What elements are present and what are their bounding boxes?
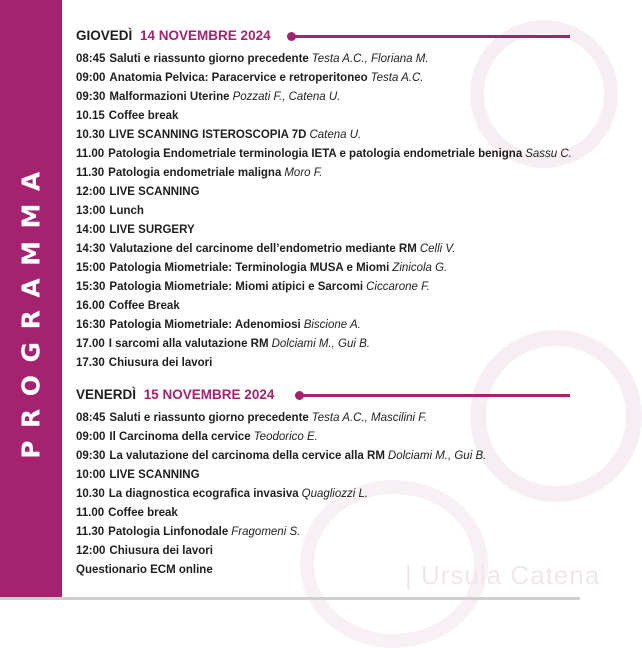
schedule-title: Patologia Linfonodale xyxy=(108,526,229,538)
schedule-speakers: Zinicola G. xyxy=(392,262,448,274)
schedule-speakers: Quagliozzi L. xyxy=(301,488,369,500)
schedule-row xyxy=(76,466,570,485)
schedule-title: Lunch xyxy=(109,205,144,217)
schedule-speakers: Catena U. xyxy=(309,129,362,141)
schedule-title: Malformazioni Uterine xyxy=(109,91,230,103)
schedule-row xyxy=(76,504,570,523)
schedule-title: La valutazione del carcinoma della cervice alla RM xyxy=(109,450,385,462)
schedule-row xyxy=(76,447,570,466)
schedule-row xyxy=(76,297,570,316)
schedule-row xyxy=(76,316,570,335)
schedule-speakers: Teodorico E. xyxy=(253,431,318,443)
schedule-speakers: Testa A.C., Floriana M. xyxy=(311,53,429,65)
schedule-row xyxy=(76,485,570,504)
schedule-title: La diagnostica ecografica invasiva xyxy=(108,488,299,500)
schedule-time: 15:00 xyxy=(76,262,106,274)
schedule-title: Saluti e riassunto giorno precedente xyxy=(109,53,309,65)
schedule-speakers: Sassu C. xyxy=(525,148,572,160)
schedule-time: 10.30 xyxy=(76,488,105,500)
schedule-title: Anatomia Pelvica: Paracervice e retroperitoneo xyxy=(109,72,368,84)
schedule-title: LIVE SCANNING xyxy=(109,469,200,481)
schedule-title: LIVE SURGERY xyxy=(109,224,195,236)
schedule-title: LIVE SCANNING ISTEROSCOPIA 7D xyxy=(108,129,307,141)
schedule-row xyxy=(76,126,570,145)
watermark: | Ursula Catena xyxy=(405,560,601,590)
schedule-row xyxy=(76,335,570,354)
schedule-row xyxy=(76,164,570,183)
schedule-speakers: Ciccarone F. xyxy=(366,281,430,293)
schedule-time: 17.30 xyxy=(76,357,105,369)
schedule-list xyxy=(76,409,570,561)
schedule-time: 12:00 xyxy=(76,545,106,557)
schedule-row xyxy=(76,278,570,297)
schedule-speakers: Biscione A. xyxy=(303,319,361,331)
sidebar xyxy=(0,0,62,600)
schedule-row xyxy=(76,145,570,164)
schedule-time: 12:00 xyxy=(76,186,106,198)
schedule-time: 11.00 xyxy=(76,148,105,160)
schedule-title: Saluti e riassunto giorno precedente xyxy=(109,412,309,424)
schedule-title: Chiusura dei lavori xyxy=(108,357,213,369)
day-section-thursday xyxy=(76,26,570,373)
schedule-title: Patologia Miometriale: Terminologia MUSA e Miomi xyxy=(109,262,390,274)
schedule-row xyxy=(76,542,570,561)
day-name: VENERDÌ xyxy=(76,387,137,402)
day-name: GIOVEDÌ xyxy=(76,28,133,43)
schedule-title: Patologia Miometriale: Adenomiosi xyxy=(109,319,301,331)
schedule-time: 08:45 xyxy=(76,53,106,65)
schedule-time: 16.00 xyxy=(76,300,105,312)
schedule-row xyxy=(76,354,570,373)
schedule-row xyxy=(76,69,570,88)
schedule-title: Patologia Endometriale terminologia IETA e patologia endometriale benigna xyxy=(108,148,523,160)
schedule-time: 13:00 xyxy=(76,205,106,217)
schedule-speakers: Celli V. xyxy=(419,243,456,255)
schedule-time: 09:00 xyxy=(76,431,106,443)
schedule-speakers: Dolciami M., Gui B. xyxy=(271,338,370,350)
schedule-title: Coffee Break xyxy=(108,300,180,312)
sidebar-title: PROGRAMMA xyxy=(16,159,46,459)
schedule-time: 16:30 xyxy=(76,319,106,331)
schedule-title: Coffee break xyxy=(108,507,178,519)
schedule-time: 10:00 xyxy=(76,469,106,481)
day-date: 15 NOVEMBRE 2024 xyxy=(143,387,275,402)
schedule-speakers: Moro F. xyxy=(284,167,323,179)
schedule-time: 14:30 xyxy=(76,243,106,255)
footer-note: Questionario ECM online xyxy=(76,564,213,576)
schedule-title: Patologia endometriale maligna xyxy=(108,167,282,179)
schedule-title: Chiusura dei lavori xyxy=(109,545,213,557)
schedule-time: 17.00 xyxy=(76,338,105,350)
schedule-time: 14:00 xyxy=(76,224,106,236)
schedule-row xyxy=(76,202,570,221)
schedule-title: LIVE SCANNING xyxy=(109,186,200,198)
schedule-row xyxy=(76,409,570,428)
schedule-time: 11.30 xyxy=(76,167,105,179)
schedule-speakers: Fragomeni S. xyxy=(231,526,301,538)
schedule-time: 09:30 xyxy=(76,450,106,462)
schedule-row xyxy=(76,428,570,447)
schedule-time: 11.00 xyxy=(76,507,105,519)
schedule-title: I sarcomi alla valutazione RM xyxy=(108,338,269,350)
schedule-time: 10.15 xyxy=(76,110,105,122)
schedule-title: Patologia Miometriale: Miomi atipici e Sarcomi xyxy=(109,281,364,293)
day-date: 14 NOVEMBRE 2024 xyxy=(140,28,271,43)
schedule-time: 10.30 xyxy=(76,129,105,141)
schedule-time: 09:30 xyxy=(76,91,106,103)
day-section-friday xyxy=(76,385,570,580)
day-header xyxy=(76,385,570,405)
schedule-time: 09:00 xyxy=(76,72,106,84)
schedule-row xyxy=(76,88,570,107)
schedule-speakers: Testa A.C. xyxy=(370,72,424,84)
schedule-row xyxy=(76,523,570,542)
bottom-border xyxy=(0,597,580,600)
schedule-title: Valutazione del carcinome dell’endometrio mediante RM xyxy=(109,243,417,255)
schedule-speakers: Testa A.C., Mascilini F. xyxy=(311,412,428,424)
schedule-time: 15:30 xyxy=(76,281,106,293)
schedule-speakers: Pozzati F., Catena U. xyxy=(232,91,341,103)
schedule-row xyxy=(76,221,570,240)
schedule-speakers: Dolciami M., Gui B. xyxy=(387,450,487,462)
schedule-title: Coffee break xyxy=(108,110,179,122)
schedule-list xyxy=(76,50,570,373)
schedule-row xyxy=(76,183,570,202)
schedule-title: Il Carcinoma della cervice xyxy=(109,431,251,443)
schedule-time: 08:45 xyxy=(76,412,106,424)
schedule-time: 11.30 xyxy=(76,526,105,538)
day-divider-line xyxy=(290,35,570,38)
schedule-row xyxy=(76,240,570,259)
schedule-row xyxy=(76,50,570,69)
day-header xyxy=(76,26,570,46)
schedule-row xyxy=(76,107,570,126)
schedule-row xyxy=(76,259,570,278)
day-divider-line xyxy=(298,394,570,397)
